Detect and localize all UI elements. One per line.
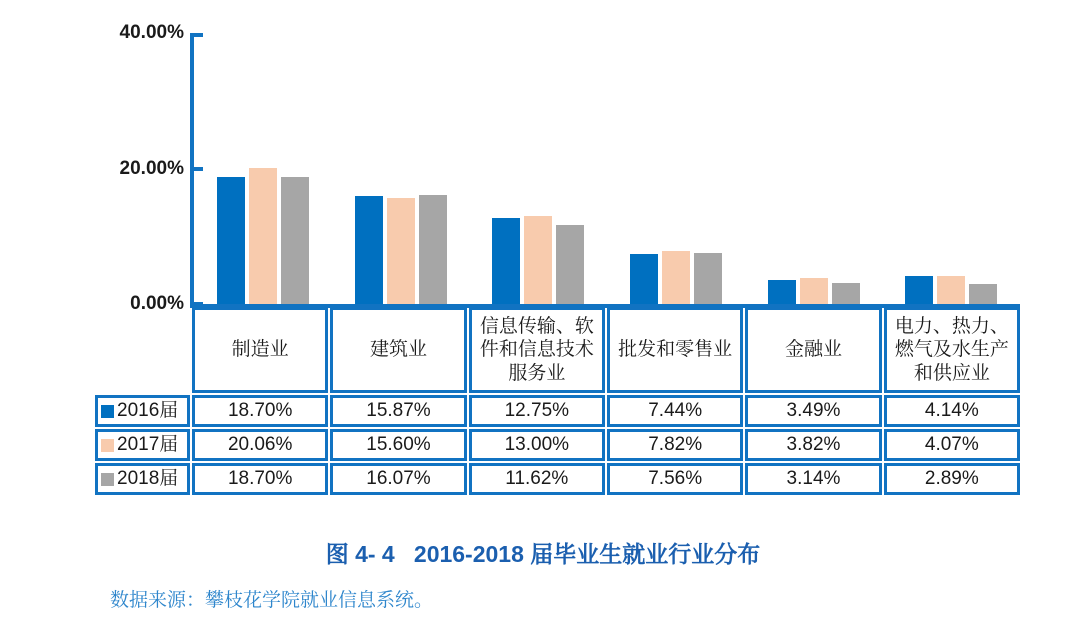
bar-2016届-cat1 xyxy=(355,196,383,304)
value-cell-2016届-cat4: 3.49% xyxy=(745,395,881,427)
category-header-1: 建筑业 xyxy=(330,307,466,393)
bar-2017届-cat5 xyxy=(937,276,965,304)
value-cell-2018届-cat3: 7.56% xyxy=(607,463,743,495)
bar-group-1 xyxy=(332,33,470,304)
value-cell-2017届-cat3: 7.82% xyxy=(607,429,743,461)
legend-cell-2017届 xyxy=(95,429,190,461)
bar-2018届-cat5 xyxy=(969,284,997,304)
value-cell-2018届-cat5: 2.89% xyxy=(884,463,1020,495)
bar-group-4 xyxy=(745,33,883,304)
bar-2018届-cat4 xyxy=(832,283,860,304)
y-tick-label: 0.00% xyxy=(130,293,184,314)
plot-area xyxy=(194,33,1020,304)
chart-caption: 图 4- 4 2016-2018 届毕业生就业行业分布 xyxy=(325,541,761,567)
category-header-2: 信息传输、软件和信息技术服务业 xyxy=(469,307,605,393)
category-header-3: 批发和零售业 xyxy=(607,307,743,393)
category-header-4: 金融业 xyxy=(745,307,881,393)
value-cell-2016届-cat0: 18.70% xyxy=(192,395,328,427)
bar-2016届-cat0 xyxy=(217,177,245,304)
y-tick-label: 20.00% xyxy=(119,158,184,179)
value-cell-2018届-cat1: 16.07% xyxy=(330,463,466,495)
legend-label: 2018届 xyxy=(117,468,179,490)
value-cell-2016届-cat3: 7.44% xyxy=(607,395,743,427)
legend-label: 2017届 xyxy=(117,434,179,456)
value-cell-2017届-cat0: 20.06% xyxy=(192,429,328,461)
table-corner-spacer xyxy=(95,307,190,393)
bar-2017届-cat4 xyxy=(800,278,828,304)
data-table xyxy=(95,307,1020,495)
legend-key-icon xyxy=(101,473,114,486)
bar-2017届-cat0 xyxy=(249,168,277,304)
legend-label: 2016届 xyxy=(117,400,179,422)
value-cell-2016届-cat5: 4.14% xyxy=(884,395,1020,427)
legend-cell-2016届 xyxy=(95,395,190,427)
bar-2018届-cat0 xyxy=(281,177,309,304)
value-cell-2016届-cat1: 15.87% xyxy=(330,395,466,427)
value-cell-2017届-cat4: 3.82% xyxy=(745,429,881,461)
bar-2016届-cat2 xyxy=(492,218,520,304)
bar-group-5 xyxy=(882,33,1020,304)
value-cell-2018届-cat2: 11.62% xyxy=(469,463,605,495)
value-cell-2018届-cat0: 18.70% xyxy=(192,463,328,495)
bar-group-3 xyxy=(607,33,745,304)
value-cell-2017届-cat2: 13.00% xyxy=(469,429,605,461)
legend-key-icon xyxy=(101,405,114,418)
category-header-5: 电力、热力、燃气及水生产和供应业 xyxy=(884,307,1020,393)
y-axis-labels xyxy=(40,22,184,314)
legend-key-icon xyxy=(101,439,114,452)
bar-2017届-cat1 xyxy=(387,198,415,304)
bar-2016届-cat4 xyxy=(768,280,796,304)
bar-2018届-cat1 xyxy=(419,195,447,304)
y-tick-label: 40.00% xyxy=(119,22,184,43)
category-header-0: 制造业 xyxy=(192,307,328,393)
value-cell-2016届-cat2: 12.75% xyxy=(469,395,605,427)
bar-2017届-cat2 xyxy=(524,216,552,304)
bar-group-0 xyxy=(194,33,332,304)
value-cell-2017届-cat5: 4.07% xyxy=(884,429,1020,461)
legend-cell-2018届 xyxy=(95,463,190,495)
bar-2018届-cat2 xyxy=(556,225,584,304)
bar-group-2 xyxy=(469,33,607,304)
value-cell-2018届-cat4: 3.14% xyxy=(745,463,881,495)
bar-2016届-cat3 xyxy=(630,254,658,304)
bar-2018届-cat3 xyxy=(694,253,722,304)
data-source-note: 数据来源：攀枝花学院就业信息系统。 xyxy=(110,590,434,611)
bar-2016届-cat5 xyxy=(905,276,933,304)
bar-2017届-cat3 xyxy=(662,251,690,304)
value-cell-2017届-cat1: 15.60% xyxy=(330,429,466,461)
